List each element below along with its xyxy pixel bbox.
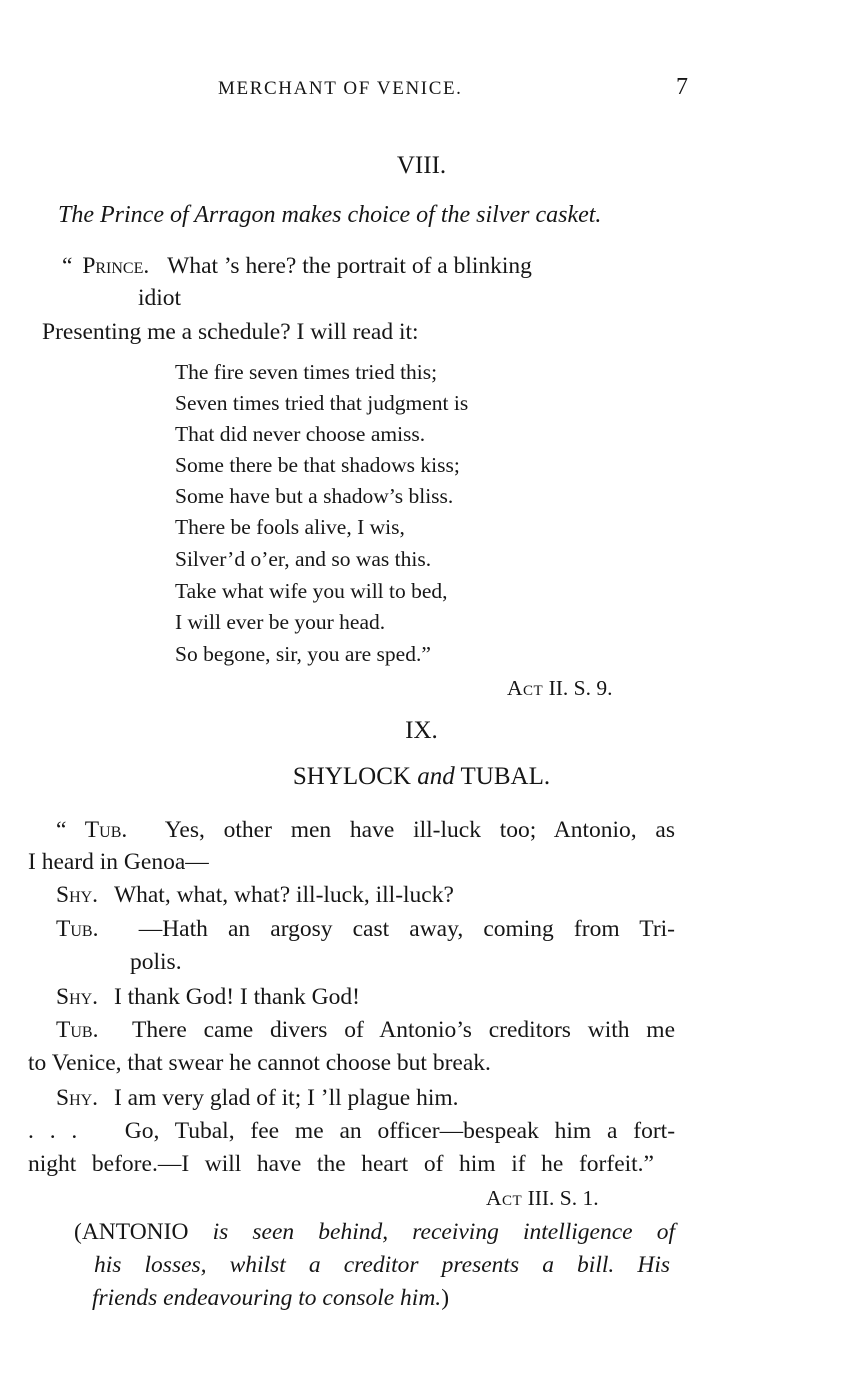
- stage-direction-line-2: his losses, whilst a creditor presents a bill. His: [94, 1252, 670, 1278]
- citation-ref: III. S. 1.: [527, 1186, 599, 1210]
- speech-text: What, what, what? ill-luck, ill-luck?: [113, 882, 454, 908]
- citation-act-2: [507, 676, 612, 701]
- verse-line: I will ever be your head.: [175, 610, 386, 634]
- open-paren: (: [74, 1219, 82, 1245]
- stage-direction-text: [74, 1219, 675, 1246]
- ellipsis: . . .: [28, 1118, 78, 1144]
- dialogue-line-text: [56, 1017, 675, 1044]
- title-name-tubal: TUBAL.: [460, 763, 551, 790]
- speaker-shylock: Shy.: [56, 984, 99, 1010]
- stage-direction-line-3: friends endeavouring to console him.: [92, 1285, 442, 1311]
- speech-text: Go, Tubal, fee me an officer—bespeak him a fort-: [124, 1118, 676, 1144]
- section-number-8: VIII.: [396, 152, 447, 179]
- section-9-title: [0, 763, 843, 791]
- speaker-shylock: Shy.: [56, 1085, 99, 1111]
- title-name-shylock: SHYLOCK: [292, 763, 411, 790]
- prince-speech-line-1: [62, 253, 532, 280]
- prince-speech-line-1-cont: idiot: [138, 285, 182, 311]
- citation-act-3: [486, 1186, 599, 1211]
- dialogue-line: [28, 1118, 675, 1145]
- stage-direction-line-1: is seen behind, receiving intelligence of: [212, 1219, 675, 1245]
- verse-line: Silver’d o’er, and so was this.: [175, 547, 432, 571]
- speech-text: —Hath an argosy cast away, coming from Tri-: [138, 916, 675, 942]
- open-quote: “: [62, 253, 73, 279]
- verse-line: That did never choose amiss.: [175, 422, 426, 446]
- speech-text: I thank God! I thank God!: [113, 984, 360, 1010]
- prince-speech-line-2: Presenting me a schedule? I will read it:: [42, 319, 419, 345]
- dialogue-line-cont: I heard in Genoa—: [28, 849, 209, 875]
- speaker-shylock: Shy.: [56, 882, 99, 908]
- verse-line: The fire seven times tried this;: [175, 360, 438, 384]
- dialogue-line: [56, 817, 675, 844]
- dialogue-line-text: [28, 1118, 675, 1145]
- close-paren: ): [441, 1285, 450, 1311]
- speech-text: What ’s here? the portrait of a blinking: [167, 253, 532, 279]
- stage-direction-name: ANTONIO: [81, 1219, 189, 1245]
- speaker-tubal: Tub.: [56, 916, 99, 942]
- speaker-tubal: Tub.: [56, 1017, 99, 1043]
- dialogue-line-cont: polis.: [130, 949, 182, 975]
- title-conjunction: and: [417, 763, 455, 790]
- citation-act-label: Act: [507, 676, 544, 700]
- speaker-tubal: “ Tub.: [56, 817, 128, 843]
- dialogue-line-text: [56, 916, 675, 943]
- speaker-prince: Prince.: [82, 253, 150, 279]
- dialogue-line: [56, 916, 675, 943]
- speech-text: There came divers of Antonio’s creditors with me: [132, 1017, 676, 1043]
- dialogue-line: [56, 882, 454, 909]
- speech-text: I am very glad of it; I ’ll plague him.: [113, 1085, 459, 1111]
- verse-line: Seven times tried that judgment is: [175, 391, 469, 415]
- dialogue-line-text: [56, 817, 675, 844]
- dialogue-line-cont: to Venice, that swear he cannot choose but break.: [28, 1050, 491, 1076]
- verse-line: There be fools alive, I wis,: [175, 515, 405, 539]
- verse-line: So begone, sir, you are sped.”: [175, 642, 431, 666]
- speech-text: Yes, other men have ill-luck too; Antonio, as: [164, 817, 675, 843]
- stage-direction-line: [94, 1252, 670, 1279]
- verse-line: Some have but a shadow’s bliss.: [175, 484, 454, 508]
- dialogue-line: [56, 984, 360, 1011]
- stage-direction-line: [74, 1219, 675, 1246]
- running-title: MERCHANT OF VENICE.: [218, 78, 463, 99]
- verse-line: Some there be that shadows kiss;: [175, 453, 460, 477]
- dialogue-line: [56, 1017, 675, 1044]
- verse-line: Take what wife you will to bed,: [175, 579, 448, 603]
- stage-direction-line: [92, 1285, 449, 1312]
- page-number: 7: [676, 74, 688, 100]
- dialogue-line-cont: [28, 1151, 654, 1178]
- citation-act-label: Act: [486, 1186, 523, 1210]
- dialogue-line: [56, 1085, 459, 1112]
- citation-ref: II. S. 9.: [548, 676, 613, 700]
- dialogue-line-text: night before.—I will have the heart of him if he forfeit.”: [28, 1151, 654, 1177]
- section-8-caption: The Prince of Arragon makes choice of the silver casket.: [58, 202, 602, 228]
- section-number-9: IX.: [405, 717, 438, 744]
